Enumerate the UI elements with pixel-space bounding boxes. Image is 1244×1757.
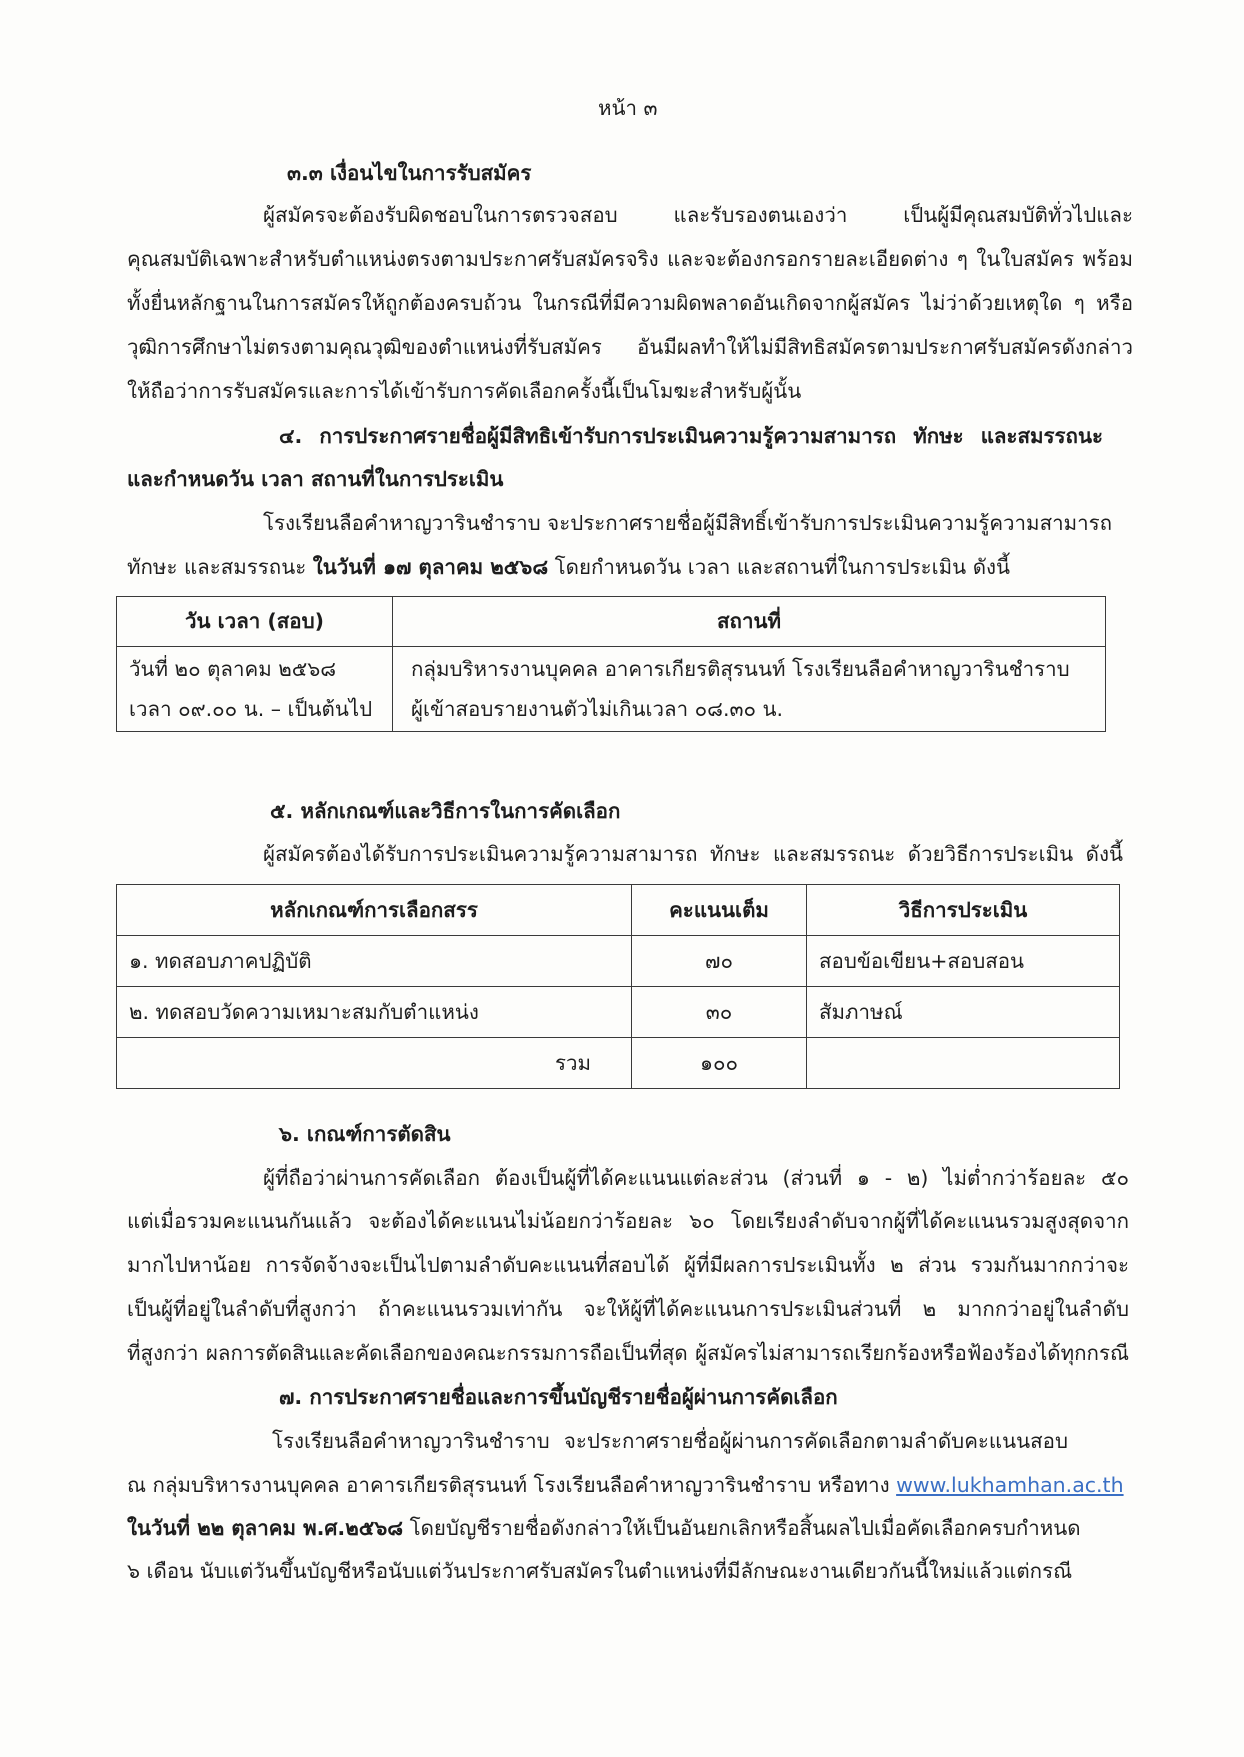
total-score: ๑๐๐ (632, 1038, 807, 1089)
paragraph-line: ที่สูงกว่า ผลการตัดสินและคัดเลือกของคณะกรรมการถือเป็นที่สุด ผู้สมัครไม่สามารถเรียกร้องหรือฟ้องร้องได้ทุกกรณี (127, 1341, 1129, 1365)
paragraph-line: คุณสมบัติเฉพาะสำหรับตำแหน่งตรงตามประกาศรับสมัครจริง และจะต้องกรอกรายละเอียดต่าง ๆ ในใบสมัคร พร้อม (127, 247, 1133, 271)
table-header: คะแนนเต็ม (632, 885, 807, 936)
list-date: ในวันที่ ๒๒ ตุลาคม พ.ศ.๒๕๖๘ (127, 1516, 404, 1540)
paragraph-line: โรงเรียนลือคำหาญวารินชำราบ จะประกาศรายชื่อผู้ผ่านการคัดเลือกตามลำดับคะแนนสอบ (272, 1429, 1068, 1453)
paragraph-line: วุฒิการศึกษาไม่ตรงตามคุณวุฒิของตำแหน่งที่รับสมัคร อันมีผลทำให้ไม่มีสิทธิสมัครตามประกาศรับสมัครดังกล่าว (127, 335, 1133, 359)
paragraph-line: แต่เมื่อรวมคะแนนกันแล้ว จะต้องได้คะแนนไม่น้อยกว่าร้อยละ ๖๐ โดยเรียงลำดับจากผู้ที่ได้คะแนนรวมสูงสุดจาก (127, 1209, 1129, 1233)
paragraph-line: ณ กลุ่มบริหารงานบุคคล อาคารเกียรติสุรนนท์ โรงเรียนลือคำหาญวารินชำราบ หรือทาง www.lukhamhan.ac.th (127, 1473, 1124, 1497)
paragraph-line: เป็นผู้ที่อยู่ในลำดับที่สูงกว่า ถ้าคะแนนรวมเท่ากัน จะให้ผู้ที่ได้คะแนนการประเมินส่วนที่ ๒ มากกว่าอยู่ในลำดับ (127, 1297, 1129, 1321)
paragraph-line: ผู้ที่ถือว่าผ่านการคัดเลือก ต้องเป็นผู้ที่ได้คะแนนแต่ละส่วน (ส่วนที่ ๑ - ๒) ไม่ต่ำกว่าร้อยละ ๕๐ (263, 1166, 1129, 1190)
schedule-table (116, 596, 1106, 732)
schedule-date-cell: วันที่ ๒๐ ตุลาคม ๒๕๖๘ เวลา ๐๙.๐๐ น. – เป็นต้นไป (117, 647, 393, 732)
page-number: หน้า ๓ (598, 96, 658, 120)
paragraph-line: ผู้สมัครต้องได้รับการประเมินความรู้ความสามารถ ทักษะ และสมรรถนะ ด้วยวิธีการประเมิน ดังนี้ (263, 842, 1123, 866)
section-3-3-heading: ๓.๓ เงื่อนไขในการรับสมัคร (287, 161, 532, 185)
school-website-link[interactable]: www.lukhamhan.ac.th (896, 1473, 1124, 1497)
table-header: หลักเกณฑ์การเลือกสรร (117, 885, 632, 936)
table-header: วัน เวลา (สอบ) (117, 597, 393, 647)
paragraph-line: ให้ถือว่าการรับสมัครและการได้เข้ารับการคัดเลือกครั้งนี้เป็นโมฆะสำหรับผู้นั้น (127, 379, 802, 403)
criteria-table (116, 884, 1120, 1089)
paragraph-line: มากไปหาน้อย การจัดจ้างจะเป็นไปตามลำดับคะแนนที่สอบได้ ผู้ที่มีผลการประเมินทั้ง ๒ ส่วน รวมกันมากกว่าจะ (127, 1253, 1129, 1277)
schedule-place-cell: กลุ่มบริหารงานบุคคล อาคารเกียรติสุรนนท์ โรงเรียนลือคำหาญวารินชำราบ ผู้เข้าสอบรายงานตัวไม่เกินเวลา ๐๘.๓๐ น. (393, 647, 1106, 732)
table-row: ๒. ทดสอบวัดความเหมาะสมกับตำแหน่ง ๓๐ สัมภาษณ์ (117, 987, 1120, 1038)
section-7-heading: ๗. การประกาศรายชื่อและการขึ้นบัญชีรายชื่อผู้ผ่านการคัดเลือก (279, 1385, 838, 1409)
announce-date: ในวันที่ ๑๗ ตุลาคม ๒๕๖๘ (312, 555, 549, 579)
table-header: วิธีการประเมิน (807, 885, 1120, 936)
paragraph-line: โรงเรียนลือคำหาญวารินชำราบ จะประกาศรายชื่อผู้มีสิทธิ์เข้ารับการประเมินความรู้ความสามารถ (263, 511, 1113, 535)
section-4-heading: ๔. การประกาศรายชื่อผู้มีสิทธิเข้ารับการประเมินความรู้ความสามารถ ทักษะ และสมรรถนะ (279, 424, 1103, 448)
table-row: ๑. ทดสอบภาคปฏิบัติ ๗๐ สอบข้อเขียน+สอบสอน (117, 936, 1120, 987)
paragraph-line: ในวันที่ ๒๒ ตุลาคม พ.ศ.๒๕๖๘ โดยบัญชีรายชื่อดังกล่าวให้เป็นอันยกเลิกหรือสิ้นผลไปเมื่อคัดเลือกครบกำหนด (127, 1516, 1081, 1540)
paragraph-line: ทั้งยื่นหลักฐานในการสมัครให้ถูกต้องครบถ้วน ในกรณีที่มีความผิดพลาดอันเกิดจากผู้สมัคร ไม่ว่าด้วยเหตุใด ๆ หรือ (127, 291, 1133, 315)
paragraph-line: ทักษะ และสมรรถนะ ในวันที่ ๑๗ ตุลาคม ๒๕๖๘ โดยกำหนดวัน เวลา และสถานที่ในการประเมิน ดังนี้ (127, 555, 1011, 579)
section-5-heading: ๕. หลักเกณฑ์และวิธีการในการคัดเลือก (270, 799, 621, 823)
section-4-heading-cont: และกำหนดวัน เวลา สถานที่ในการประเมิน (127, 467, 504, 491)
section-6-heading: ๖. เกณฑ์การตัดสิน (279, 1122, 451, 1146)
total-label: รวม (117, 1038, 632, 1089)
paragraph-line: ผู้สมัครจะต้องรับผิดชอบในการตรวจสอบ และรับรองตนเองว่า เป็นผู้มีคุณสมบัติทั่วไปและ (263, 203, 1133, 227)
paragraph-line: ๖ เดือน นับแต่วันขึ้นบัญชีหรือนับแต่วันประกาศรับสมัครในตำแหน่งที่มีลักษณะงานเดียวกันนี้ใหม่แล้วแต่กรณี (127, 1559, 1073, 1583)
total-row (117, 1038, 1120, 1089)
table-header: สถานที่ (393, 597, 1106, 647)
